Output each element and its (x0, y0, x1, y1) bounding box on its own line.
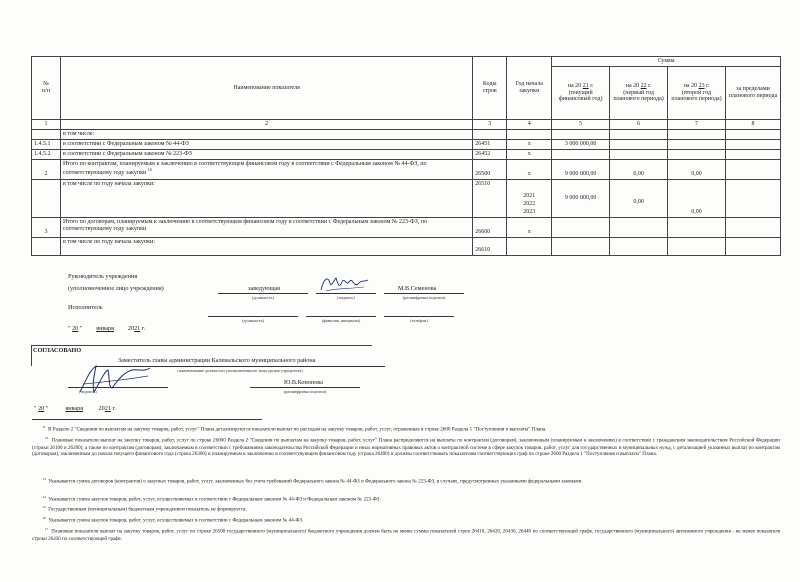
row-num (32, 129, 61, 139)
row-year: x (507, 149, 552, 159)
executor-fio-line (306, 316, 376, 317)
footnote-14: $^{14}$ Указывается сумма закупок товаров, работ, услуг, осуществляемых в соответствии с Федеральным законом № 44-ФЗ и Федеральным законом № 223-ФЗ. (42, 495, 381, 503)
row-v3 (668, 129, 726, 139)
row-num: 2 (32, 159, 61, 179)
row-v3: 0,00 (668, 179, 726, 217)
row-v1: 3 000 000,00 (552, 139, 610, 149)
cap-position2: (должность) (242, 318, 264, 323)
row-num: 1.4.5.1 (32, 139, 61, 149)
row-year: x (507, 139, 552, 149)
cap-position: (должность) (252, 295, 274, 300)
row-v1 (552, 129, 610, 139)
row-code: 26452 (473, 149, 507, 159)
cap-fio: (фамилия, инициалы) (321, 318, 361, 323)
colnum-8: 8 (726, 120, 781, 130)
executor-phone-line (384, 316, 454, 317)
row-v1 (552, 217, 610, 237)
colnum-5: 5 (552, 120, 610, 130)
row-num (32, 237, 61, 255)
row-v3 (668, 217, 726, 237)
row-name: Итого по договорам, планируемым к заключению в соответствующем финансовом году в соответствии с Федеральным законом № 223-ФЗ, по соответствующему году закупки (60, 217, 472, 237)
header-y3: на 20 23 г. (второй год планового периода) (668, 67, 726, 120)
table-row (32, 139, 781, 149)
row-code: 26600 (473, 217, 507, 237)
header-row-1 (32, 57, 781, 67)
row-year: x (507, 217, 552, 237)
position-line (218, 293, 308, 294)
table-row (32, 217, 781, 237)
approval-date: " 20 " января 2021 г. (34, 405, 116, 412)
row-num: 1.4.5.2 (32, 149, 61, 159)
executor-label: Исполнитель (68, 304, 103, 311)
row-code: 26500 (473, 159, 507, 179)
decode-line (384, 293, 464, 294)
row-v1 (552, 149, 610, 159)
row-v4 (726, 159, 781, 179)
row-v2 (610, 149, 668, 159)
header-year: Год начала закупки (507, 57, 552, 120)
row-v3: 0,00 (668, 159, 726, 179)
row-name: в соответствии с Федеральным законом № 223-ФЗ (60, 149, 472, 159)
row-year: x (507, 159, 552, 179)
row-name: в том числе: (60, 129, 472, 139)
table-row (32, 159, 781, 179)
approval-title: СОГЛАСОВАНО (33, 347, 82, 354)
approval-decode-line (250, 387, 360, 388)
header-name: Наименование показателя (60, 57, 472, 120)
purchases-table (31, 56, 781, 256)
row-years: 2021 2022 2023 (507, 179, 552, 217)
row-v3 (668, 139, 726, 149)
row-name: Итого по контрактам, планируемым к заключению в соответствующем финансовом году в соответствии с Федеральным законом № 44-ФЗ, по соответствующему году закупки $^{16}$ (60, 159, 472, 179)
table-row (32, 237, 781, 255)
footnote-17: $^{17}$ Плановые показатели выплат на закупку товаров, работ, услуг по строке 26500 государственного (муниципального) бюджетного учреждения должен быть не менее суммы показателей строк 26410, 26420, 26430, 26440 по соответствующей графе, государственного (муниципального) автономного учреждения - не менее показателя строки 26430 по соответствующей графе. (32, 527, 781, 542)
colnum-6: 6 (610, 120, 668, 130)
colnum-7: 7 (668, 120, 726, 130)
row-year (507, 237, 552, 255)
row-v3 (668, 149, 726, 159)
row-v4 (726, 149, 781, 159)
header-numbers-row (32, 120, 781, 130)
header-beyond: за пределами планового периода (726, 67, 781, 120)
footnote-15: $^{15}$ Государственным (муниципальным) бюджетным учреждением показатель не формируется. (42, 505, 247, 513)
cap-phone: (телефон) (410, 318, 428, 323)
colnum-2: 2 (60, 120, 472, 130)
head-signature-scribble (318, 274, 370, 294)
head-name: М.В.Семенова (398, 285, 437, 292)
row-num (32, 179, 61, 217)
row-v4 (726, 129, 781, 139)
header-sum: Сумма (552, 57, 781, 67)
footnote-11: $^{11}$ В Разделе 2 "Сведения по выплатам на закупку товаров, работ, услуг" Плана детализируются показатели выплат по расходам на закупку товаров, работ, услуг, отраженные в строке 2600 Раздела 1 "Поступления и выплаты" Плана. (42, 425, 547, 433)
row-v3 (668, 237, 726, 255)
row-v4 (726, 179, 781, 217)
row-v4 (726, 237, 781, 255)
row-code: 26610 (473, 237, 507, 255)
header-y1: на 20 21 г. (текущий финансовый год) (552, 67, 610, 120)
approval-name: Ю.В.Кононова (284, 379, 323, 386)
row-v1: 9 000 000,00 (552, 159, 610, 179)
head-position: заведующая (248, 285, 280, 292)
colnum-1: 1 (32, 120, 61, 130)
cap-signature: (подпись) (337, 295, 355, 300)
table-row (32, 129, 781, 139)
row-v2 (610, 129, 668, 139)
cap-decode: (расшифровка подписи) (402, 295, 446, 300)
header-num: № п/п (32, 57, 61, 120)
row-name: в том числе по году начала закупки: (60, 179, 472, 217)
approval-signature-line (68, 387, 168, 388)
row-num: 3 (32, 217, 61, 237)
row-name: в соответствии с Федеральным законом № 44-ФЗ (60, 139, 472, 149)
row-code (473, 129, 507, 139)
footnote-13: $^{13}$ Указывается сумма договоров (контрактов) о закупках товаров, работ, услуг, заключенных без учета требований Федерального закона № 44-ФЗ и Федерального закона № 223-ФЗ, в случаях, предусмотренных указанными федеральными законами. (42, 477, 583, 485)
approval-cap-decode: (расшифровка подписи) (283, 389, 327, 394)
row-v4 (726, 217, 781, 237)
header-y2: на 20 22 г. (первый год планового периода) (610, 67, 668, 120)
row-v2 (610, 237, 668, 255)
table-row (32, 149, 781, 159)
header-code: Коды строк (473, 57, 507, 120)
row-year (507, 129, 552, 139)
row-code: 26451 (473, 139, 507, 149)
table-row (32, 179, 781, 217)
row-v1: 9 000 000,00 (552, 179, 610, 217)
approval-cap-position: (наименование должности уполномоченного лица органа-учредителя) (177, 368, 303, 373)
footnote-separator (32, 419, 262, 420)
footnote-12: $^{12}$ Плановые показатели выплат на закупку товаров, работ, услуг по строке 26000 Раздела 2 "Сведения по выплатам на закупку товаров, работ, услуг" Плана распределяются на выплаты по контрактам (договорам), заключенным (планируемым к заключению) в соответствии с гражданским законодательством Российской Федерации (строки 26100 и 26200), а также по контрактам (договорам), заключаемым в соответствии с требованиями законодательства Российской Федерации и иных нормативных правовых актов о контрактной системе в сфере закупок товаров, работ, услуг для государственных и муниципальных нужд, с детализацией указанных выплат по контрактам (договорам), заключенным до начала текущего финансового года (строка 26300) и планируемым к заключению в соответствующем финансовом году (строка 26400) и должны соответствовать показателям соответствующих граф по строке 2600 Раздела 1 "Поступления и выплаты" Плана. (32, 436, 781, 458)
row-v2: 0,00 (610, 159, 668, 179)
row-name: в том числе по году начала закупки: (60, 237, 472, 255)
row-v4 (726, 139, 781, 149)
approval-position: Заместитель главы администрации Калевальского муниципального района (118, 357, 316, 364)
head-label-2: (уполномоченное лицо учреждения) (68, 285, 164, 292)
footnote-16: $^{16}$ Указывается сумма закупок товаров, работ, услуг, осуществляемых в соответствии с Федеральным законом № 44-ФЗ. (42, 516, 304, 524)
executor-position-line (208, 316, 298, 317)
sign-date: " 20 " января 2021 г. (68, 325, 146, 332)
row-v2 (610, 217, 668, 237)
colnum-4: 4 (507, 120, 552, 130)
row-v2 (610, 139, 668, 149)
approval-cap-signature: (подпись) (79, 389, 97, 394)
row-code: 26510 (473, 179, 507, 217)
row-v1 (552, 237, 610, 255)
head-label-1: Руководитель учреждения (68, 273, 138, 280)
colnum-3: 3 (473, 120, 507, 130)
row-v2: 0,00 (610, 179, 668, 217)
